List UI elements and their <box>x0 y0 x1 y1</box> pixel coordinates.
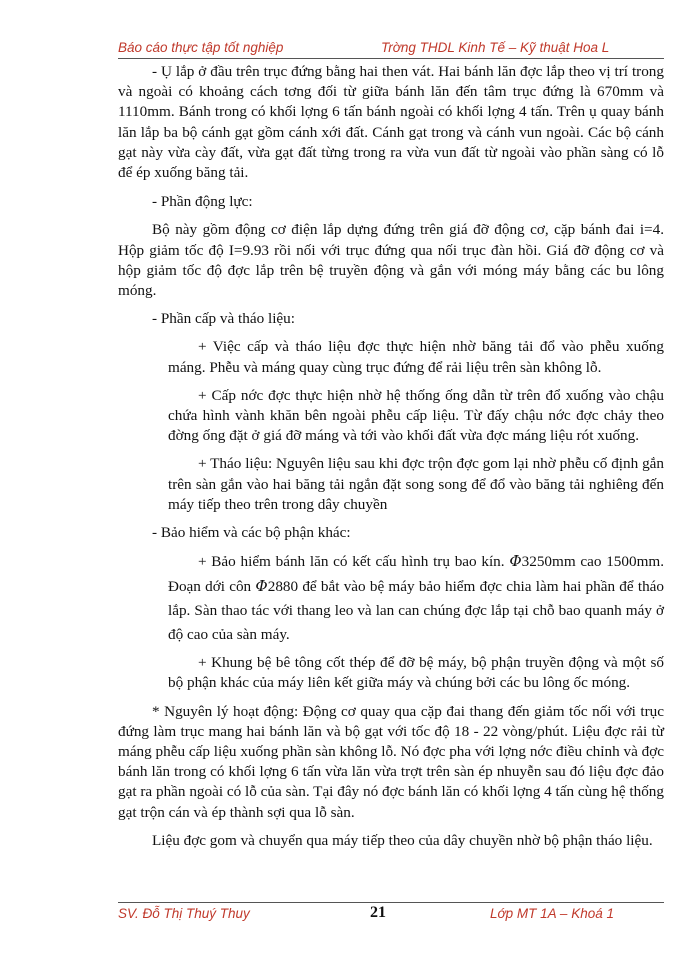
diameter-symbol: Φ <box>255 577 268 596</box>
insurance-text-2: 3250mm cao 1500mm. Đoạn dới côn <box>168 553 664 596</box>
paragraph-frame: + Khung bệ bê tông cốt thép để đỡ bệ máy, bộ phận truyền động và một số bộ phận khác của máy liên kết giữa máy và chúng bởi các bu lông ốc móng. <box>168 654 664 692</box>
paragraph-feed: + Việc cấp và tháo liệu đợc thực hiện nhờ băng tải đổ vào phễu xuống máng. Phễu và máng quay cùng trục đứng để rải liệu trên sàn không lỗ. <box>168 338 664 376</box>
paragraph-discharge: + Tháo liệu: Nguyên liệu sau khi đợc trộn đợc gom lại nhờ phễu cố định gắn trên sàn gắn vào hai băng tải ngắn đặt song song để đổ vào băng tải nghiêng đến máy tiếp theo trên trong dây chuyền <box>168 455 664 513</box>
paragraph-insurance <box>118 549 664 647</box>
insurance-text-3: 2880 để bắt vào bệ máy bảo hiểm đợc chia làm hai phần để tháo lắp. Sàn thao tác với thang leo và lan can chúng đợc lắp tại chỗ bao quanh máy ở độ cao của sàn máy. <box>168 578 665 644</box>
page-header <box>118 40 664 58</box>
page-number: 21 <box>370 904 386 921</box>
header-report-title: Báo cáo thực tập tốt nghiệp <box>118 40 284 55</box>
footer-class-name: Lớp MT 1A – Khoá 1 <box>490 906 614 921</box>
paragraph-water: + Cấp nớc đợc thực hiện nhờ hệ thống ống dẫn từ trên đổ xuống vào chậu chứa hình vành khăn bên ngoài phễu cấp liệu. Từ đấy chậu nớc đợc chảy theo đờng ống đặt ở giá đỡ máng và tới vào khối đất vừa đợc máng liệu rót xuống. <box>168 386 664 445</box>
body-text <box>118 62 664 851</box>
header-divider <box>118 58 664 59</box>
paragraph-hub: - Ụ lắp ở đầu trên trục đứng bằng hai then vát. Hai bánh lăn đợc lắp theo vị trí trong và ngoài có khoảng cách tơng đối từ giữa bánh lăn đến tâm trục đứng là 670mm và 1110mm. Bánh trong có khối lợng 6 tấn bánh ngoài có khối lợng 4 tấn. Trên ụ quay bánh lăn lắp ba bộ cánh gạt gồm cánh xới đất. Cánh gạt trong và cánh vun ngoài. Các bộ cánh gạt này vừa cày đất, vừa gạt đất từng trong ra vừa vun đất từ ngoài vào phần sàng có lỗ để ép xuống băng tải. <box>118 63 664 182</box>
footer-divider <box>118 902 664 903</box>
header-school-name: Trờng THDL Kinh Tế – Kỹ thuật Hoa L <box>381 40 610 55</box>
footer-student-name: SV. Đỗ Thị Thuý Thuy <box>118 906 250 921</box>
heading-power-section: - Phần động lực: <box>152 193 253 211</box>
page-footer <box>118 906 664 926</box>
diameter-symbol: Φ <box>509 552 522 571</box>
paragraph-power: Bộ này gồm động cơ điện lắp dựng đứng trên giá đỡ động cơ, cặp bánh đai i=4. Hộp giảm tốc độ I=9.93 rồi nối với trục đứng qua nối trục đàn hồi. Giá đỡ động cơ và hộp giảm tốc độ đợc lắp trên bệ truyền động và gắn với móng máy bằng các bu lông móng. <box>118 221 664 300</box>
heading-feed-section: - Phần cấp và tháo liệu: <box>152 310 295 328</box>
insurance-text-1: + Bảo hiểm bánh lăn có kết cấu hình trụ bao kín. <box>198 553 505 571</box>
heading-insurance-section: - Bảo hiểm và các bộ phận khác: <box>152 524 351 542</box>
paragraph-conclusion: Liệu đợc gom và chuyển qua máy tiếp theo của dây chuyền nhờ bộ phận tháo liệu. <box>152 831 653 849</box>
paragraph-operation: * Nguyên lý hoạt động: Động cơ quay qua cặp đai thang đến giảm tốc nối với trục đứng làm trục mang hai bánh lăn và bộ gạt với tốc độ 18 - 22 vòng/phút. Liệu đợc rải từ máng phễu cấp liệu xuống phần sàn không lỗ. Nó đợc pha với lợng nớc điều chỉnh và đợc bánh lăn trong có khối lợng 6 tấn vừa lăn vừa trợt trên sàn ép nhuyễn sau đó liệu đợc đảo gạt ra phần ngoài có lỗ của sàn. Tại đây nó đợc bánh lăn có khối lợng 4 tấn cùng hệ thống gạt trộn cán và ép thành sợi qua lỗ sàn. <box>118 702 664 821</box>
